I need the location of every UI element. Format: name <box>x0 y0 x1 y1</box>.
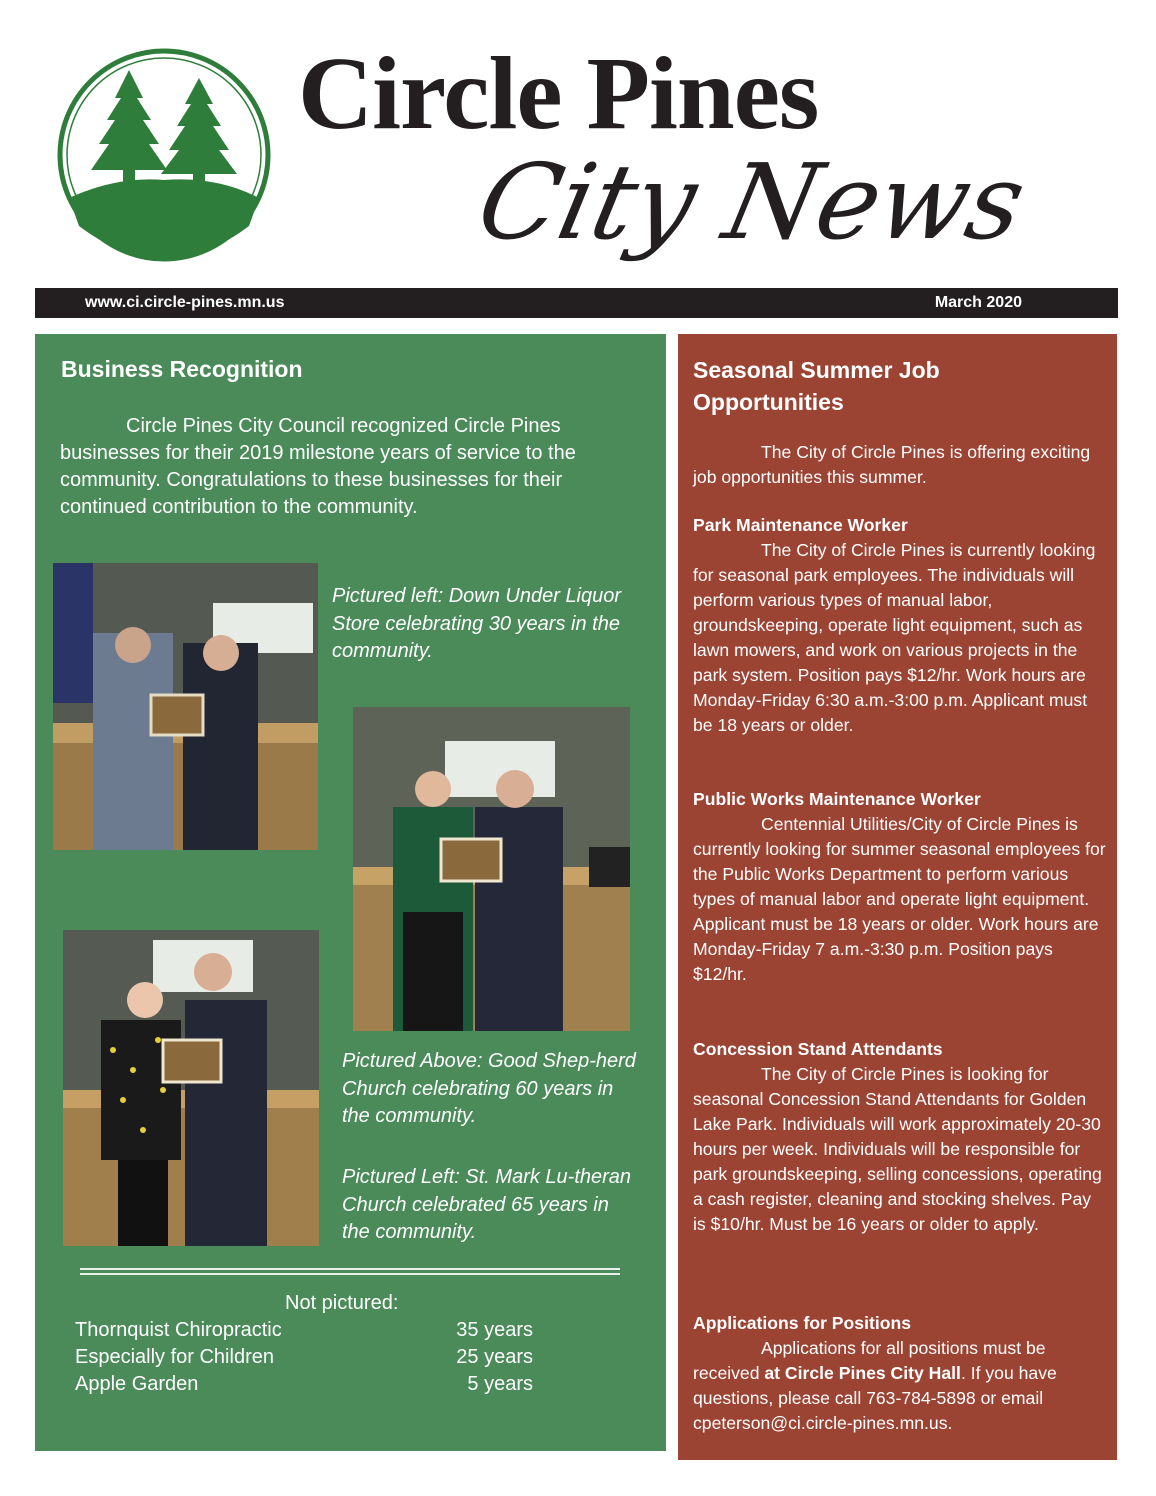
job-title: Public Works Maintenance Worker <box>693 789 981 809</box>
not-pictured-title: Not pictured: <box>285 1292 399 1314</box>
job-description: The City of Circle Pines is currently looking for seasonal park employees. The individuals will perform various types of manual labor, groundskeeping, operate light equipment, such as lawn mowers, and work on various projects in the park system. Position pays $12/hr. Work hours are Monday-Friday 6:30 a.m.-3:00 p.m. Applicant must be 18 years or older. <box>693 540 1096 735</box>
business-name: Thornquist Chiropractic <box>75 1319 282 1341</box>
newsletter-subtitle: City News <box>468 141 1036 263</box>
photo-st-mark-lutheran-church <box>63 930 319 1246</box>
years: 5 years <box>467 1373 533 1395</box>
job-description: Centennial Utilities/City of Circle Pines is currently looking for summer seasonal employees for the Public Works Department to perform various types of manual labor and operate light equipment. Applicant must be 18 years or older. Work hours are Monday-Friday 7 a.m.-3:30 p.m. Position pays $12/hr. <box>693 814 1106 984</box>
photo-caption: Pictured Left: St. Mark Lu-theran Church celebrated 65 years in the community. <box>342 1166 632 1243</box>
intro-paragraph: The City of Circle Pines is offering exciting job opportunities this summer. <box>693 442 1091 487</box>
photo-caption: Pictured Above: Good Shep-herd Church celebrating 60 years in the community. <box>342 1050 636 1127</box>
photo-down-under-liquor <box>53 563 318 850</box>
job-public-works <box>693 787 1108 987</box>
website-link[interactable]: www.ci.circle-pines.mn.us <box>85 294 285 311</box>
job-title: Concession Stand Attendants <box>693 1039 943 1059</box>
job-park-maintenance <box>693 513 1108 738</box>
photo-caption: Pictured left: Down Under Liquor Store celebrating 30 years in the community. <box>332 585 622 662</box>
list-item <box>75 1373 535 1400</box>
circle-pines-logo <box>57 48 271 262</box>
business-name: Especially for Children <box>75 1346 274 1368</box>
business-recognition-panel <box>35 334 666 1451</box>
job-description: The City of Circle Pines is looking for seasonal Concession Stand Attendants for Golden Lake Park. Individuals will work approximately 20-30 hours per week. Individuals will be responsible for park groundskeeping, selling concessions, operating a cash register, cleaning and stocking shelves. Pay is $10/hr. Must be 16 years or older to apply. <box>693 1064 1102 1234</box>
intro-paragraph: Circle Pines City Council recognized Circle Pines businesses for their 2019 milestone years of service to the community. Congratulations to these businesses for their continued contribution to the community. <box>60 415 576 518</box>
summer-jobs-panel <box>678 334 1117 1460</box>
masthead-bar <box>35 288 1118 318</box>
job-concession-stand <box>693 1037 1108 1237</box>
list-item <box>75 1346 535 1373</box>
divider <box>80 1268 620 1275</box>
section-heading: Business Recognition <box>61 356 303 382</box>
years: 35 years <box>456 1319 533 1341</box>
applications-title: Applications for Positions <box>693 1313 911 1333</box>
section-heading: Seasonal Summer Job Opportunities <box>693 357 940 415</box>
business-name: Apple Garden <box>75 1373 199 1395</box>
job-title: Park Maintenance Worker <box>693 515 908 535</box>
issue-date: March 2020 <box>934 294 1022 311</box>
list-item <box>75 1319 535 1346</box>
photo-good-shepherd-church <box>353 707 630 1031</box>
applications-info: Applications for Positions Applications for all positions must be received at Circle Pines City Hall. If you have questions, please call 763-784-5898 or email cpeterson@ci.circle-pines.mn.us. <box>693 1311 1108 1436</box>
years: 25 years <box>456 1346 533 1368</box>
newsletter-title: Circle Pines <box>298 36 819 151</box>
